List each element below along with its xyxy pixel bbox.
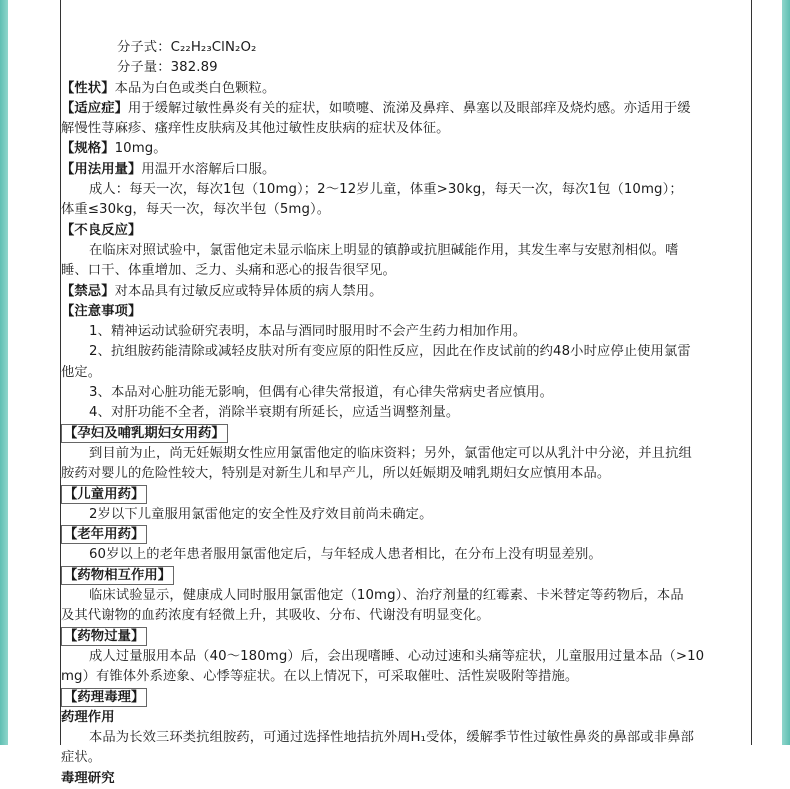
- text-line: [61, 221, 731, 241]
- text-line: [61, 99, 731, 119]
- text-line: [61, 139, 731, 159]
- text-line: [61, 647, 731, 667]
- text-line: [61, 525, 731, 545]
- text-line: [61, 485, 731, 505]
- section-heading: 毒理研究: [61, 770, 115, 786]
- text-line: [61, 58, 731, 78]
- paragraph-text: 及其代谢物的血药浓度有轻微上升，其吸收、分布、代谢没有明显变化。: [61, 608, 490, 624]
- right-frame-stripe: [782, 0, 790, 745]
- text-line: [61, 180, 731, 200]
- text-line: [61, 627, 731, 647]
- section-heading: 【孕妇及哺乳期妇女用药】: [61, 424, 228, 443]
- text-line: [61, 667, 731, 687]
- drug-instructions-text: [61, 38, 731, 789]
- paragraph-text: 1、精神运动试验研究表明，本品与酒同时服用时不会产生药力相加作用。: [89, 324, 527, 340]
- text-line: [61, 464, 731, 484]
- paragraph-text: 在临床对照试验中，氯雷他定未显示临床上明显的镇静或抗胆碱能作用，其发生率与安慰剂相似。嗜: [89, 242, 679, 258]
- section-heading: 【药理毒理】: [61, 688, 147, 707]
- paragraph-text: 2、抗组胺药能清除或减轻皮肤对所有变应原的阳性反应，因此在作皮试前的约48小时应停止使用氯雷: [89, 344, 691, 360]
- section-heading: 【注意事项】: [61, 303, 142, 319]
- text-line: [61, 545, 731, 565]
- section-heading: 【药物相互作用】: [61, 566, 174, 585]
- text-line: [61, 688, 731, 708]
- section-heading: 【药物过量】: [61, 627, 147, 646]
- text-line: [61, 160, 731, 180]
- section-heading: 药理作用: [61, 709, 115, 725]
- text-line: [61, 505, 731, 525]
- paragraph-text: 体重≤30kg，每天一次，每次半包（5mg）。: [61, 202, 331, 218]
- text-line: [61, 403, 731, 423]
- text-line: [61, 424, 731, 444]
- text-line: [61, 342, 731, 362]
- text-line: [61, 261, 731, 281]
- paragraph-text: 60岁以上的老年患者服用氯雷他定后，与年轻成人患者相比，在分布上没有明显差别。: [89, 547, 602, 563]
- text-line: [61, 363, 731, 383]
- text-line: [61, 728, 731, 748]
- section-heading: 【老年用药】: [61, 525, 147, 544]
- paragraph-text: 他定。: [61, 364, 102, 380]
- section-heading: 【性状】: [61, 80, 115, 96]
- left-frame-stripe: [0, 0, 8, 745]
- text-line: [61, 282, 731, 302]
- paragraph-text: mg）有锥体外系迹象、心悸等症状。在以上情况下，可采取催吐、活性炭吸附等措施。: [61, 669, 579, 685]
- text-line: [61, 119, 731, 139]
- paragraph-text: 睡、口干、体重增加、乏力、头痛和恶心的报告很罕见。: [61, 263, 396, 279]
- paragraph-text: 症状。: [61, 750, 102, 766]
- section-heading: 【儿童用药】: [61, 485, 147, 504]
- text-line: [61, 708, 731, 728]
- text-line: [61, 38, 731, 58]
- section-heading: 【适应症】: [61, 100, 128, 116]
- paragraph-text: 胺药对婴儿的危险性较大，特别是对新生儿和早产儿，所以妊娠期及哺乳期妇女应慎用本品。: [61, 466, 611, 482]
- paragraph-text: 临床试验显示，健康成人同时服用氯雷他定（10mg）、治疗剂量的红霉素、卡米替定等药物后，本品: [89, 588, 684, 604]
- text-line: [61, 586, 731, 606]
- paragraph-text: 2岁以下儿童服用氯雷他定的安全性及疗效目前尚未确定。: [89, 506, 433, 522]
- paragraph-text: 用于缓解过敏性鼻炎有关的症状，如喷嚏、流涕及鼻痒、鼻塞以及眼部痒及烧灼感。亦适用于缓: [127, 100, 691, 116]
- text-line: [61, 79, 731, 99]
- paragraph-text: 解慢性荨麻疹、瘙痒性皮肤病及其他过敏性皮肤病的症状及体征。: [61, 121, 450, 137]
- paragraph-text: 分子式：C₂₂H₂₃ClN₂O₂: [117, 40, 257, 55]
- paragraph-text: 成人：每天一次，每次1包（10mg）；2～12岁儿童，体重>30kg，每天一次，每次1包（10mg）；: [89, 182, 683, 198]
- text-line: [61, 241, 731, 261]
- text-line: [61, 566, 731, 586]
- section-heading: 【禁忌】: [61, 283, 115, 299]
- paragraph-text: 10mg。: [114, 141, 167, 157]
- paragraph-text: 本品为白色或类白色颗粒。: [114, 80, 276, 96]
- text-line: [61, 322, 731, 342]
- paragraph-text: 分子量：382.89: [117, 60, 218, 76]
- text-line: [61, 748, 731, 768]
- text-line: [61, 302, 731, 322]
- paragraph-text: 用温开水溶解后口服。: [141, 161, 276, 177]
- text-line: [61, 444, 731, 464]
- text-line: [61, 606, 731, 626]
- text-line: [61, 769, 731, 789]
- section-heading: 【用法用量】: [61, 161, 142, 177]
- paragraph-text: 成人过量服用本品（40～180mg）后，会出现嗜睡、心动过速和头痛等症状，儿童服用过量本品（>10: [89, 648, 705, 664]
- paragraph-text: 3、本品对心脏功能无影响，但偶有心律失常报道，有心律失常病史者应慎用。: [89, 385, 554, 401]
- paragraph-text: 到目前为止，尚无妊娠期女性应用氯雷他定的临床资料；另外，氯雷他定可以从乳汁中分泌，并且抗组: [89, 445, 692, 461]
- text-line: [61, 200, 731, 220]
- text-line: [61, 383, 731, 403]
- section-heading: 【规格】: [61, 141, 115, 157]
- section-heading: 【不良反应】: [61, 222, 142, 238]
- paragraph-text: 对本品具有过敏反应或特异体质的病人禁用。: [114, 283, 383, 299]
- paragraph-text: 4、对肝功能不全者，消除半衰期有所延长，应适当调整剂量。: [89, 405, 460, 421]
- paragraph-text: 本品为长效三环类抗组胺药，可通过选择性地拮抗外周H₁受体，缓解季节性过敏性鼻炎的鼻部或非鼻部: [89, 730, 694, 746]
